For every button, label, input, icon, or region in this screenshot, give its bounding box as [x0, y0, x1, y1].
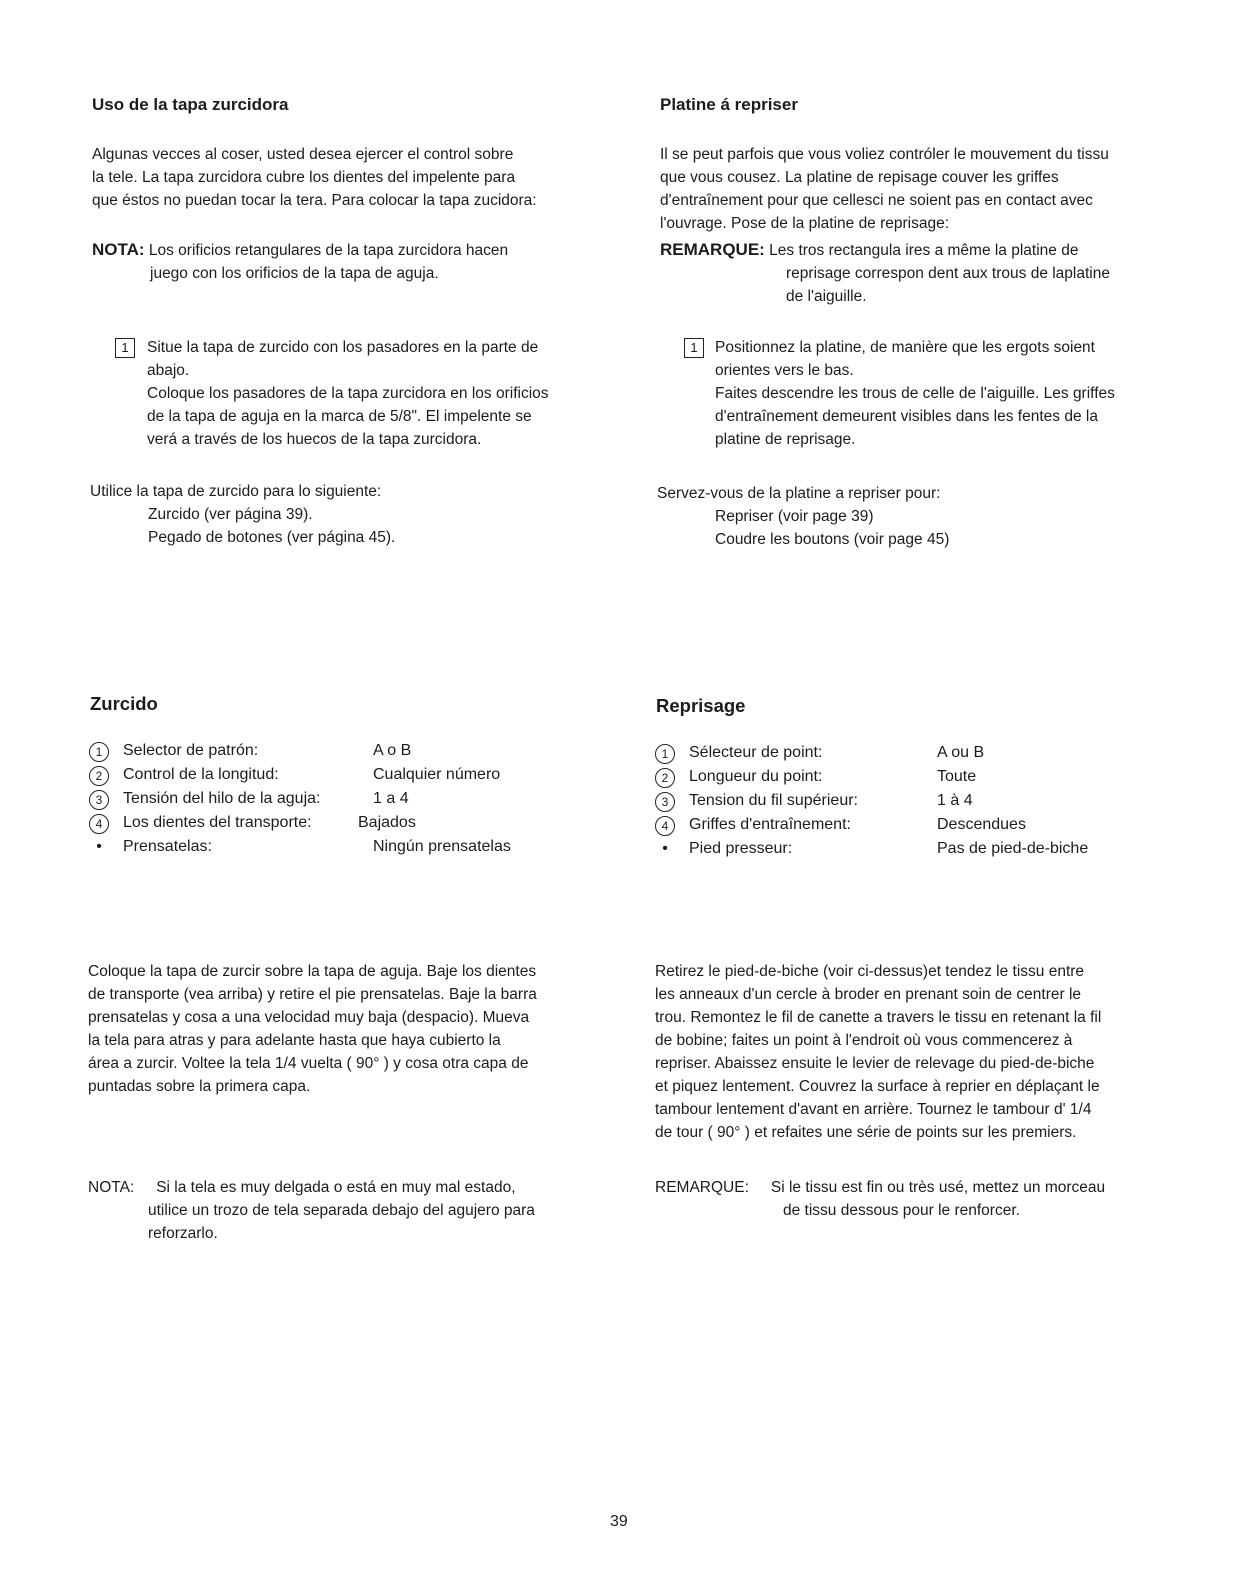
text-line: que éstos no puedan tocar la tera. Para colocar la tapa zucidora:	[92, 192, 537, 209]
circled-number: 1	[89, 742, 109, 762]
right-heading-2: Reprisage	[656, 695, 746, 716]
text-line: de bobine; faites un point à l'endroit où vous commencerez à	[655, 1032, 1073, 1049]
left-body	[88, 960, 537, 1098]
setting-label: Pied presseur:	[689, 840, 793, 857]
page-number: 39	[610, 1513, 628, 1530]
list-item: Coudre les boutons (voir page 45)	[715, 531, 950, 548]
setting-value: Descendues	[937, 816, 1026, 833]
text-line: Faites descendre les trous de celle de l'aiguille. Les griffes	[715, 385, 1115, 402]
text-line: juego con los orificios de la tapa de aguja.	[150, 265, 439, 282]
right-intro	[660, 143, 1109, 235]
text-line: Los orificios retangulares de la tapa zurcidora hacen	[148, 242, 509, 259]
circled-number: 1	[655, 744, 675, 764]
text-line: Algunas vecces al coser, usted desea ejercer el control sobre	[92, 146, 514, 163]
setting-value: 1 à 4	[937, 792, 973, 809]
list-item: Pegado de botones (ver página 45).	[148, 529, 396, 546]
text-line: d'entraînement demeurent visibles dans les fentes de la	[715, 408, 1098, 425]
setting-label: Los dientes del transporte:	[123, 814, 312, 831]
text-line: Utilice la tapa de zurcido para lo siguiente:	[90, 483, 382, 500]
text-line: área a zurcir. Voltee la tela 1/4 vuelta ( 90° ) y cosa otra capa de	[88, 1055, 529, 1072]
text-line: les anneaux d'un cercle à broder en prenant soin de centrer le	[655, 986, 1082, 1003]
text-line: reforzarlo.	[148, 1225, 218, 1242]
text-line: Retirez le pied-de-biche (voir ci-dessus)et tendez le tissu entre	[655, 963, 1085, 980]
setting-value: 1 a 4	[373, 790, 409, 807]
left-note-2	[88, 1176, 535, 1245]
text-line: Si le tissu est fin ou très usé, mettez un morceau	[770, 1179, 1106, 1196]
text-line: Coloque la tapa de zurcir sobre la tapa de aguja. Baje los dientes	[88, 963, 537, 980]
circled-number: 3	[655, 792, 675, 812]
text-line: orientes vers le bas.	[715, 362, 854, 379]
right-note-2	[655, 1176, 1105, 1222]
text-line: l'ouvrage. Pose de la platine de reprisage:	[660, 215, 950, 232]
setting-value: Pas de pied-de-biche	[937, 840, 1089, 857]
setting-label: Longueur du point:	[689, 768, 823, 785]
right-step-1	[715, 336, 1115, 451]
circled-number: 3	[89, 790, 109, 810]
text-line: la tele. La tapa zurcidora cubre los dientes del impelente para	[92, 169, 516, 186]
left-step-1	[147, 336, 549, 451]
text-line: la tela para atras y para adelante hasta que haya cubierto la	[88, 1032, 501, 1049]
setting-value: Bajados	[358, 814, 416, 831]
left-heading: Uso de la tapa zurcidora	[92, 95, 289, 114]
setting-label: Griffes d'entraînement:	[689, 816, 851, 833]
text-line: de transporte (vea arriba) y retire el pie prensatelas. Baje la barra	[88, 986, 537, 1003]
text-line: Situe la tapa de zurcido con los pasadores en la parte de	[147, 339, 539, 356]
circled-number: 4	[655, 816, 675, 836]
left-heading-2: Zurcido	[90, 693, 158, 714]
text-line: abajo.	[147, 362, 190, 379]
circled-number: 4	[89, 814, 109, 834]
text-line: trou. Remontez le fil de canette a travers le tissu en retenant la fil	[655, 1009, 1102, 1026]
text-line: de tissu dessous pour le renforcer.	[783, 1202, 1020, 1219]
note-label: NOTA:	[92, 240, 145, 259]
setting-label: Tensión del hilo de la aguja:	[123, 790, 321, 807]
setting-label: Tension du fil supérieur:	[689, 792, 858, 809]
text-line: Les tros rectangula ires a même la platine de	[769, 242, 1079, 259]
note-label: NOTA:	[88, 1179, 135, 1196]
text-line: de tour ( 90° ) et refaites une série de points sur les premiers.	[655, 1124, 1077, 1141]
setting-label: Prensatelas:	[123, 838, 212, 855]
right-body	[655, 960, 1101, 1144]
setting-value: Toute	[937, 768, 977, 785]
text-line: d'entraînement pour que cellesci ne soient pas en contact avec	[660, 192, 1093, 209]
text-line: repriser. Abaissez ensuite le levier de relevage du pied-de-biche	[655, 1055, 1095, 1072]
text-line: utilice un trozo de tela separada debajo del agujero para	[148, 1202, 535, 1219]
setting-value: A ou B	[937, 744, 985, 761]
text-line: puntadas sobre la primera capa.	[88, 1078, 311, 1095]
bullet-icon: •	[662, 840, 668, 857]
setting-label: Selector de patrón:	[123, 742, 259, 759]
left-intro	[92, 143, 537, 212]
text-line: de l'aiguille.	[786, 288, 867, 305]
right-heading: Platine á repriser	[660, 95, 798, 114]
bullet-icon: •	[96, 838, 102, 855]
right-uses	[657, 482, 949, 551]
text-line: verá a través de los huecos de la tapa zurcidora.	[147, 431, 482, 448]
text-line: Positionnez la platine, de manière que les ergots soient	[715, 339, 1095, 356]
left-note-1	[92, 238, 508, 285]
text-line: Si la tela es muy delgada o está en muy mal estado,	[156, 1179, 516, 1196]
right-note-1	[660, 238, 1110, 308]
text-line: reprisage correspon dent aux trous de laplatine	[786, 265, 1110, 282]
text-line: platine de reprisage.	[715, 431, 856, 448]
circled-number: 2	[655, 768, 675, 788]
left-uses	[90, 480, 395, 549]
text-line: tambour lentement d'avant en arrière. Tournez le tambour d' 1/4	[655, 1101, 1092, 1118]
text-line: et piquez lentement. Couvrez la surface à reprier en déplaçant le	[655, 1078, 1100, 1095]
text-line: Servez-vous de la platine a repriser pour:	[657, 485, 941, 502]
setting-value: A o B	[373, 742, 412, 759]
text-line: de la tapa de aguja en la marca de 5/8". El impelente se	[147, 408, 532, 425]
circled-number: 2	[89, 766, 109, 786]
note-label: REMARQUE:	[660, 240, 765, 259]
step-number-box: 1	[684, 338, 704, 358]
text-line: que vous cousez. La platine de repisage couver les griffes	[660, 169, 1059, 186]
setting-label: Control de la longitud:	[123, 766, 279, 783]
setting-value: Ningún prensatelas	[373, 838, 511, 855]
note-label: REMARQUE:	[655, 1179, 749, 1196]
setting-label: Sélecteur de point:	[689, 744, 823, 761]
text-line: prensatelas y cosa a una velocidad muy baja (despacio). Mueva	[88, 1009, 530, 1026]
setting-value: Cualquier número	[373, 766, 501, 783]
list-item: Zurcido (ver página 39).	[148, 506, 313, 523]
step-number-box: 1	[115, 338, 135, 358]
text-line: Coloque los pasadores de la tapa zurcidora en los orificios	[147, 385, 549, 402]
text-line: Il se peut parfois que vous voliez contróler le mouvement du tissu	[660, 146, 1109, 163]
list-item: Repriser (voir page 39)	[715, 508, 874, 525]
